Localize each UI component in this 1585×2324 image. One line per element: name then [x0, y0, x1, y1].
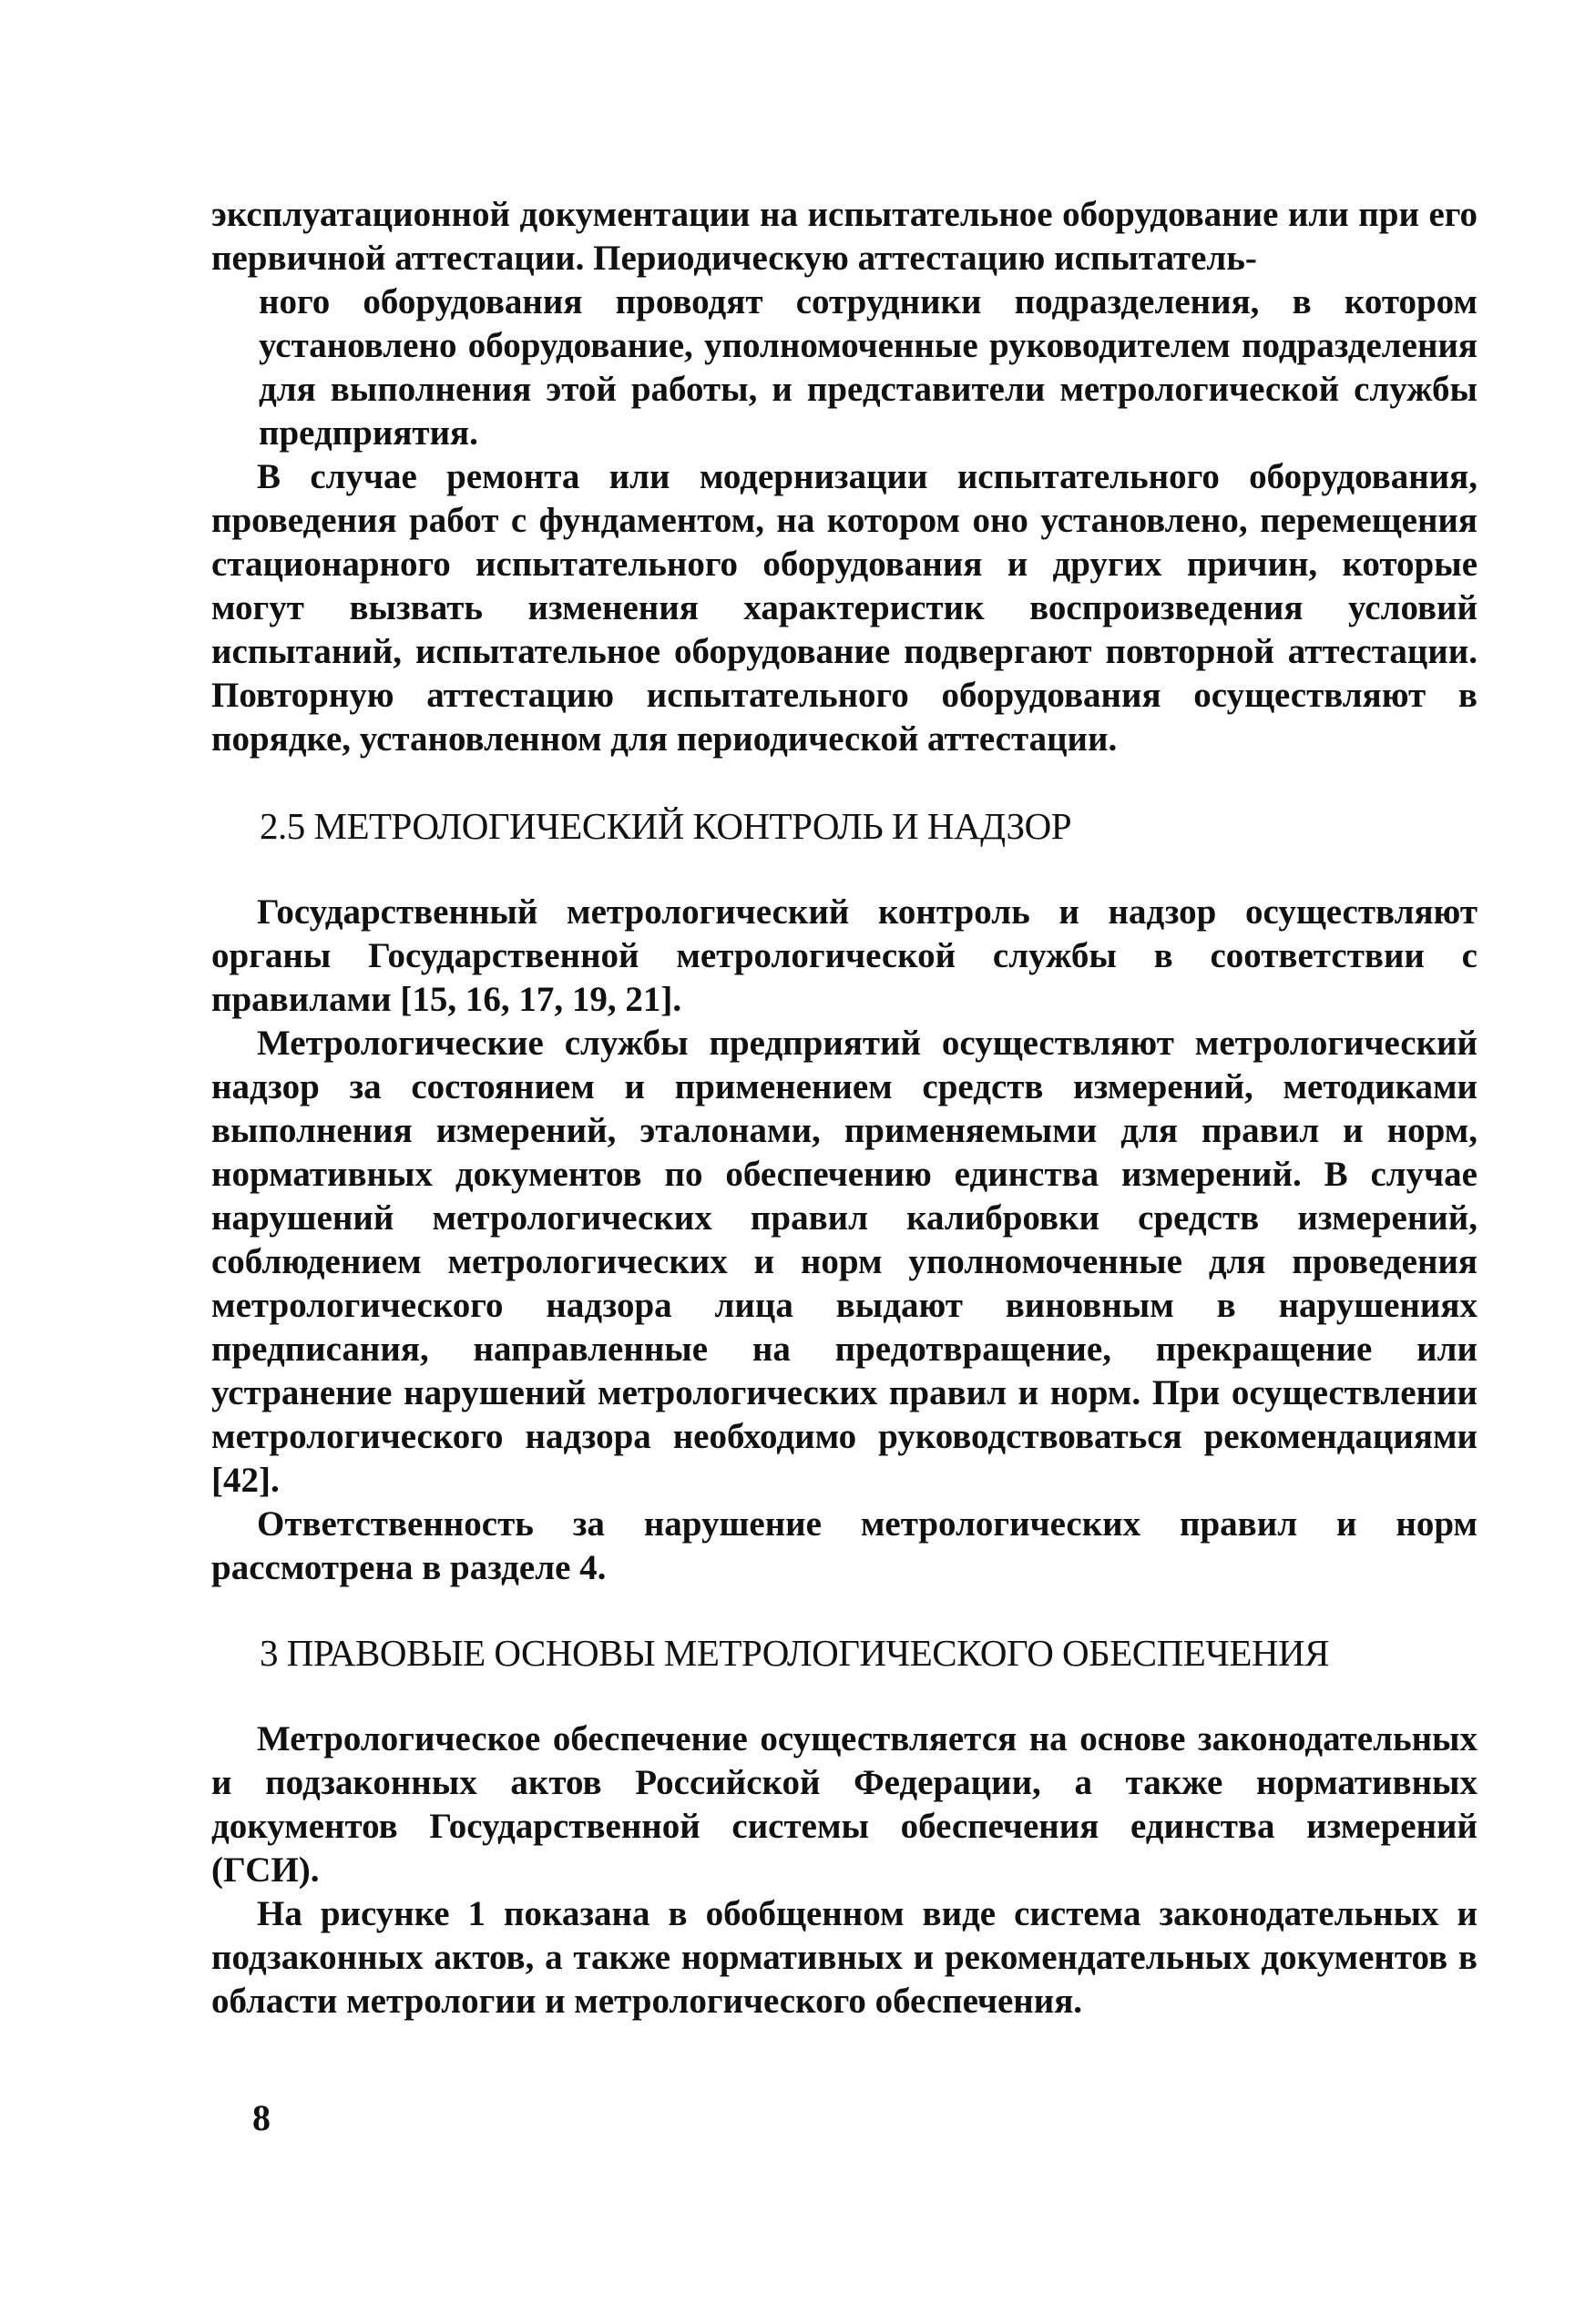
- section-heading-3: 3 ПРАВОВЫЕ ОСНОВЫ МЕТРОЛОГИЧЕСКОГО ОБЕСПЕЧЕНИЯ: [260, 1632, 1330, 1674]
- intro-continuation-paragraph: эксплуатационной документации на испытательное оборудование или при его первичной аттестации. Периодическую аттестацию испытатель-: [211, 195, 1478, 278]
- enterprise-supervision-paragraph: Метрологические службы предприятий осуществляют метрологический надзор за состоянием и применением средств измерений, методиками выполнения измерений, эталонами, применяемыми для правил и норм, нормативных документов по обеспечению единства измерений. В случае нарушений метрологических правил калибровки средств измерений, соблюдением метрологических и норм уполномоченные для проведения метрологического надзора лица выдают виновным в нарушениях предписания, направленные на предотвращение, прекращение или устранение нарушений метрологических правил и норм. При осуществлении метрологического надзора необходимо руководствоваться рекомендациями [42].: [211, 1024, 1478, 1500]
- intro-paragraph-continued: ного оборудования проводят сотрудники подразделения, в котором установлено оборудование, уполномоченные руководителем подразделения для выполнения этой работы, и представители метрологической службы предприятия.: [259, 282, 1478, 453]
- section-heading-2-5: 2.5 МЕТРОЛОГИЧЕСКИЙ КОНТРОЛЬ И НАДЗОР: [260, 805, 1072, 847]
- state-control-paragraph: Государственный метрологический контроль и надзор осуществляют органы Государственной метрологической службы в соответствии с правилами [15, 16, 17, 19, 21].: [211, 892, 1478, 1019]
- section-2-5-body: [211, 891, 1478, 1590]
- figure-reference-paragraph: На рисунке 1 показана в обобщенном виде система законодательных и подзаконных актов, а также нормативных и рекомендательных документов в области метрологии и метрологического обеспечения.: [211, 1894, 1478, 2021]
- page-number: 8: [252, 2097, 271, 2138]
- intro-block: [211, 193, 1478, 761]
- repair-attestation-paragraph: В случае ремонта или модернизации испытательного оборудования, проведения работ с фундаментом, на котором оно установлено, перемещения стационарного испытательного оборудования и других причин, которые могут вызвать изменения характеристик воспроизведения условий испытаний, испытательное оборудование подвергают повторной аттестации. Повторную аттестацию испытательного оборудования осуществляют в порядке, установленном для периодической аттестации.: [211, 457, 1478, 759]
- legal-basis-paragraph: Метрологическое обеспечение осуществляется на основе законодательных и подзаконных актов Российской Федерации, а также нормативных документов Государственной системы обеспечения единства измерений (ГСИ).: [211, 1719, 1478, 1890]
- responsibility-paragraph: Ответственность за нарушение метрологических правил и норм рассмотрена в разделе 4.: [211, 1504, 1478, 1587]
- section-3-body: [211, 1718, 1478, 2023]
